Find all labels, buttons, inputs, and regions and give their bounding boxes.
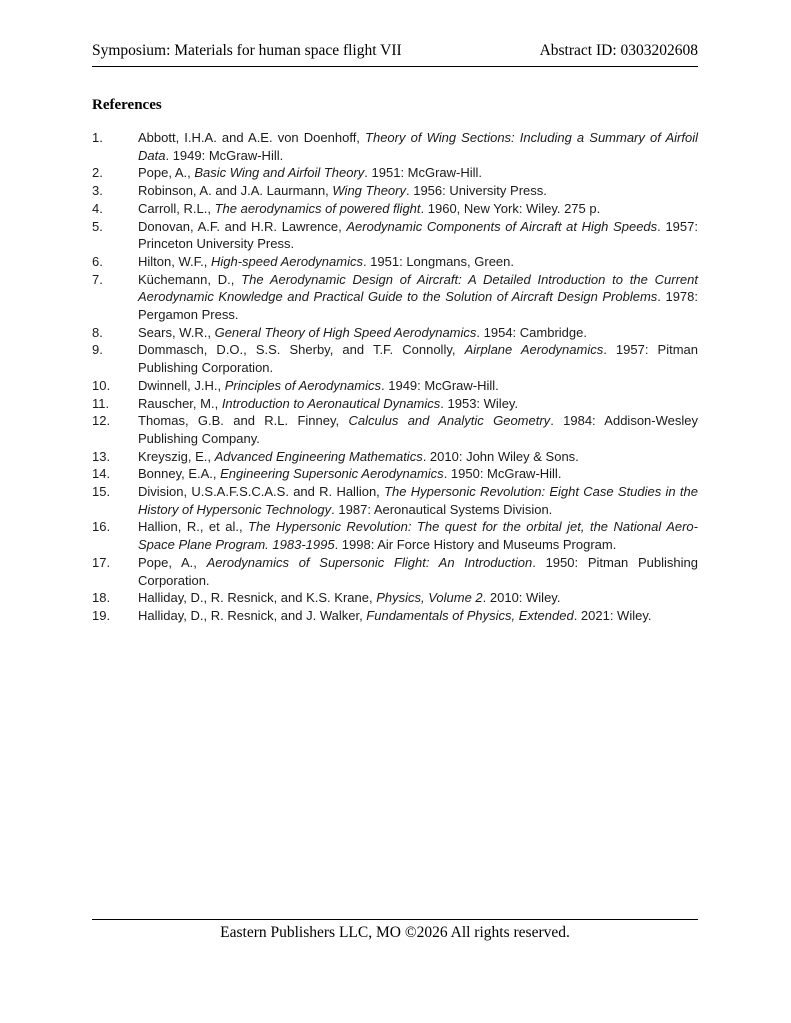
reference-number: 15. <box>92 484 111 500</box>
reference-title-segment: Aerodynamics of Supersonic Flight: An Introduction <box>206 554 533 570</box>
reference-item <box>92 129 698 164</box>
reference-text <box>138 483 698 518</box>
reference-text <box>138 465 698 483</box>
header-abstract-id: Abstract ID: 0303202608 <box>539 42 698 59</box>
reference-title-segment: The Hypersonic Revolution: Eight Case Studies in the History of Hypersonic Technology <box>138 484 698 517</box>
reference-title-segment: The Aerodynamic Design of Aircraft: A Detailed Introduction to the Current Aerodynamic Knowledge and Practical Guide to the Solution of Aircraft Design Problems <box>138 271 698 305</box>
reference-text <box>138 182 698 200</box>
reference-plain-segment: Robinson, A. and J.A. Laurmann, <box>138 183 333 199</box>
reference-text <box>138 554 698 589</box>
reference-text <box>138 377 698 395</box>
reference-item <box>92 324 698 342</box>
reference-title-segment: Principles of Aerodynamics <box>224 377 382 393</box>
reference-item <box>92 395 698 413</box>
reference-plain-segment: . 1950: Pitman Publishing Corporation. <box>138 554 698 588</box>
reference-plain-segment: Halliday, D., R. Resnick, and J. Walker, <box>138 607 367 623</box>
reference-plain-segment: Pope, A., <box>138 554 207 570</box>
header-symposium-title: Symposium: Materials for human space flight VII <box>92 42 402 59</box>
reference-text <box>138 395 698 413</box>
reference-text <box>138 271 698 324</box>
reference-text <box>138 518 698 553</box>
reference-item <box>92 607 698 625</box>
reference-plain-segment: . 1951: McGraw-Hill. <box>364 165 483 181</box>
reference-title-segment: The aerodynamics of powered flight <box>214 200 421 216</box>
reference-text <box>138 218 698 253</box>
reference-item <box>92 200 698 218</box>
reference-plain-segment: Halliday, D., R. Resnick, and K.S. Krane, <box>138 590 377 606</box>
reference-item <box>92 412 698 447</box>
reference-text <box>138 607 698 625</box>
reference-text <box>138 448 698 466</box>
reference-plain-segment: . 2010: Wiley. <box>482 590 561 606</box>
reference-plain-segment: Abbott, I.H.A. and A.E. von Doenhoff, <box>138 130 366 145</box>
reference-number: 4. <box>92 200 103 216</box>
reference-item <box>92 377 698 395</box>
reference-plain-segment: . 1949: McGraw-Hill. <box>381 377 499 393</box>
reference-text <box>138 200 698 218</box>
reference-plain-segment: . 1950: McGraw-Hill. <box>443 466 562 482</box>
reference-title-segment: Aerodynamic Components of Aircraft at High Speeds <box>346 218 658 234</box>
reference-plain-segment: Küchemann, D., <box>138 271 242 287</box>
reference-item <box>92 465 698 483</box>
reference-text <box>138 341 698 376</box>
references-list <box>92 129 698 625</box>
page-footer <box>92 919 698 942</box>
reference-plain-segment: . 1954: Cambridge. <box>476 324 587 340</box>
reference-number: 2. <box>92 165 103 181</box>
reference-item <box>92 448 698 466</box>
reference-title-segment: Airplane Aerodynamics <box>464 342 604 358</box>
reference-number: 8. <box>92 324 103 340</box>
reference-item <box>92 182 698 200</box>
reference-text <box>138 589 698 607</box>
reference-plain-segment: . 1998: Air Force History and Museums Program. <box>334 537 617 553</box>
reference-plain-segment: . 1960, New York: Wiley. 275 p. <box>420 200 601 216</box>
reference-plain-segment: Kreyszig, E., <box>138 448 215 464</box>
reference-plain-segment: . 1953: Wiley. <box>440 395 519 411</box>
reference-item <box>92 271 698 324</box>
footer-copyright-text: Eastern Publishers LLC, MO ©2026 All rights reserved. <box>220 924 570 941</box>
reference-text <box>138 412 698 447</box>
reference-number: 16. <box>92 519 111 535</box>
reference-title-segment: High-speed Aerodynamics <box>210 253 363 269</box>
reference-number: 6. <box>92 253 103 269</box>
reference-number: 3. <box>92 183 103 199</box>
reference-plain-segment: Pope, A., <box>138 165 195 181</box>
reference-plain-segment: Division, U.S.A.F.S.C.A.S. and R. Hallion, <box>138 484 385 500</box>
references-heading: References <box>92 97 162 113</box>
reference-plain-segment: . 1987: Aeronautical Systems Division. <box>331 501 553 517</box>
reference-plain-segment: . 2021: Wiley. <box>573 607 652 623</box>
reference-number: 19. <box>92 607 111 623</box>
reference-title-segment: Fundamentals of Physics, Extended <box>366 607 574 623</box>
reference-number: 13. <box>92 448 111 464</box>
reference-plain-segment: . 2010: John Wiley & Sons. <box>422 448 579 464</box>
reference-number: 17. <box>92 554 111 570</box>
reference-title-segment: Advanced Engineering Mathematics <box>214 448 423 464</box>
reference-text <box>138 253 698 271</box>
reference-item <box>92 483 698 518</box>
reference-plain-segment: . 1957: Princeton University Press. <box>138 218 698 252</box>
reference-plain-segment: Hallion, R., et al., <box>138 519 249 535</box>
reference-number: 1. <box>92 130 103 145</box>
reference-plain-segment: Rauscher, M., <box>138 395 222 411</box>
reference-plain-segment: Carroll, R.L., <box>138 200 215 216</box>
page-header <box>92 42 698 67</box>
reference-plain-segment: . 1949: McGraw-Hill. <box>165 147 284 163</box>
reference-number: 10. <box>92 377 111 393</box>
reference-text <box>138 324 698 342</box>
reference-number: 9. <box>92 342 103 358</box>
reference-number: 7. <box>92 271 103 287</box>
reference-text <box>138 129 698 164</box>
reference-plain-segment: Thomas, G.B. and R.L. Finney, <box>138 413 349 429</box>
reference-title-segment: Wing Theory <box>332 183 406 199</box>
reference-number: 5. <box>92 218 103 234</box>
reference-plain-segment: . 1978: Pergamon Press. <box>138 289 698 323</box>
reference-plain-segment: Dwinnell, J.H., <box>138 377 225 393</box>
reference-plain-segment: . 1951: Longmans, Green. <box>362 253 514 269</box>
reference-item <box>92 253 698 271</box>
reference-title-segment: General Theory of High Speed Aerodynamics <box>214 324 477 340</box>
reference-title-segment: Basic Wing and Airfoil Theory <box>194 165 365 181</box>
reference-plain-segment: Hilton, W.F., <box>138 253 211 269</box>
reference-title-segment: Engineering Supersonic Aerodynamics <box>220 466 444 482</box>
reference-item <box>92 164 698 182</box>
reference-number: 12. <box>92 413 111 429</box>
reference-plain-segment: Sears, W.R., <box>138 324 215 340</box>
reference-plain-segment: Dommasch, D.O., S.S. Sherby, and T.F. Connolly, <box>138 342 465 358</box>
reference-title-segment: The Hypersonic Revolution: The quest for the orbital jet, the National Aero-Space Plane Program. 1983-1995 <box>138 519 698 553</box>
reference-plain-segment: . 1984: Addison-Wesley Publishing Company. <box>138 413 698 446</box>
reference-number: 14. <box>92 466 111 482</box>
reference-item <box>92 589 698 607</box>
reference-text <box>138 164 698 182</box>
reference-title-segment: Theory of Wing Sections: Including a Summary of Airfoil Data <box>138 130 698 163</box>
reference-plain-segment: Bonney, E.A., <box>138 466 221 482</box>
reference-title-segment: Physics, Volume 2 <box>376 590 483 606</box>
reference-title-segment: Introduction to Aeronautical Dynamics <box>221 395 441 411</box>
reference-plain-segment: . 1957: Pitman Publishing Corporation. <box>138 342 698 376</box>
reference-number: 18. <box>92 590 111 606</box>
reference-item <box>92 341 698 376</box>
reference-item <box>92 518 698 553</box>
reference-number: 11. <box>92 395 110 411</box>
reference-title-segment: Calculus and Analytic Geometry <box>348 413 551 429</box>
reference-plain-segment: . 1956: University Press. <box>405 183 547 199</box>
reference-item <box>92 218 698 253</box>
reference-plain-segment: Donovan, A.F. and H.R. Lawrence, <box>138 218 347 234</box>
reference-item <box>92 554 698 589</box>
